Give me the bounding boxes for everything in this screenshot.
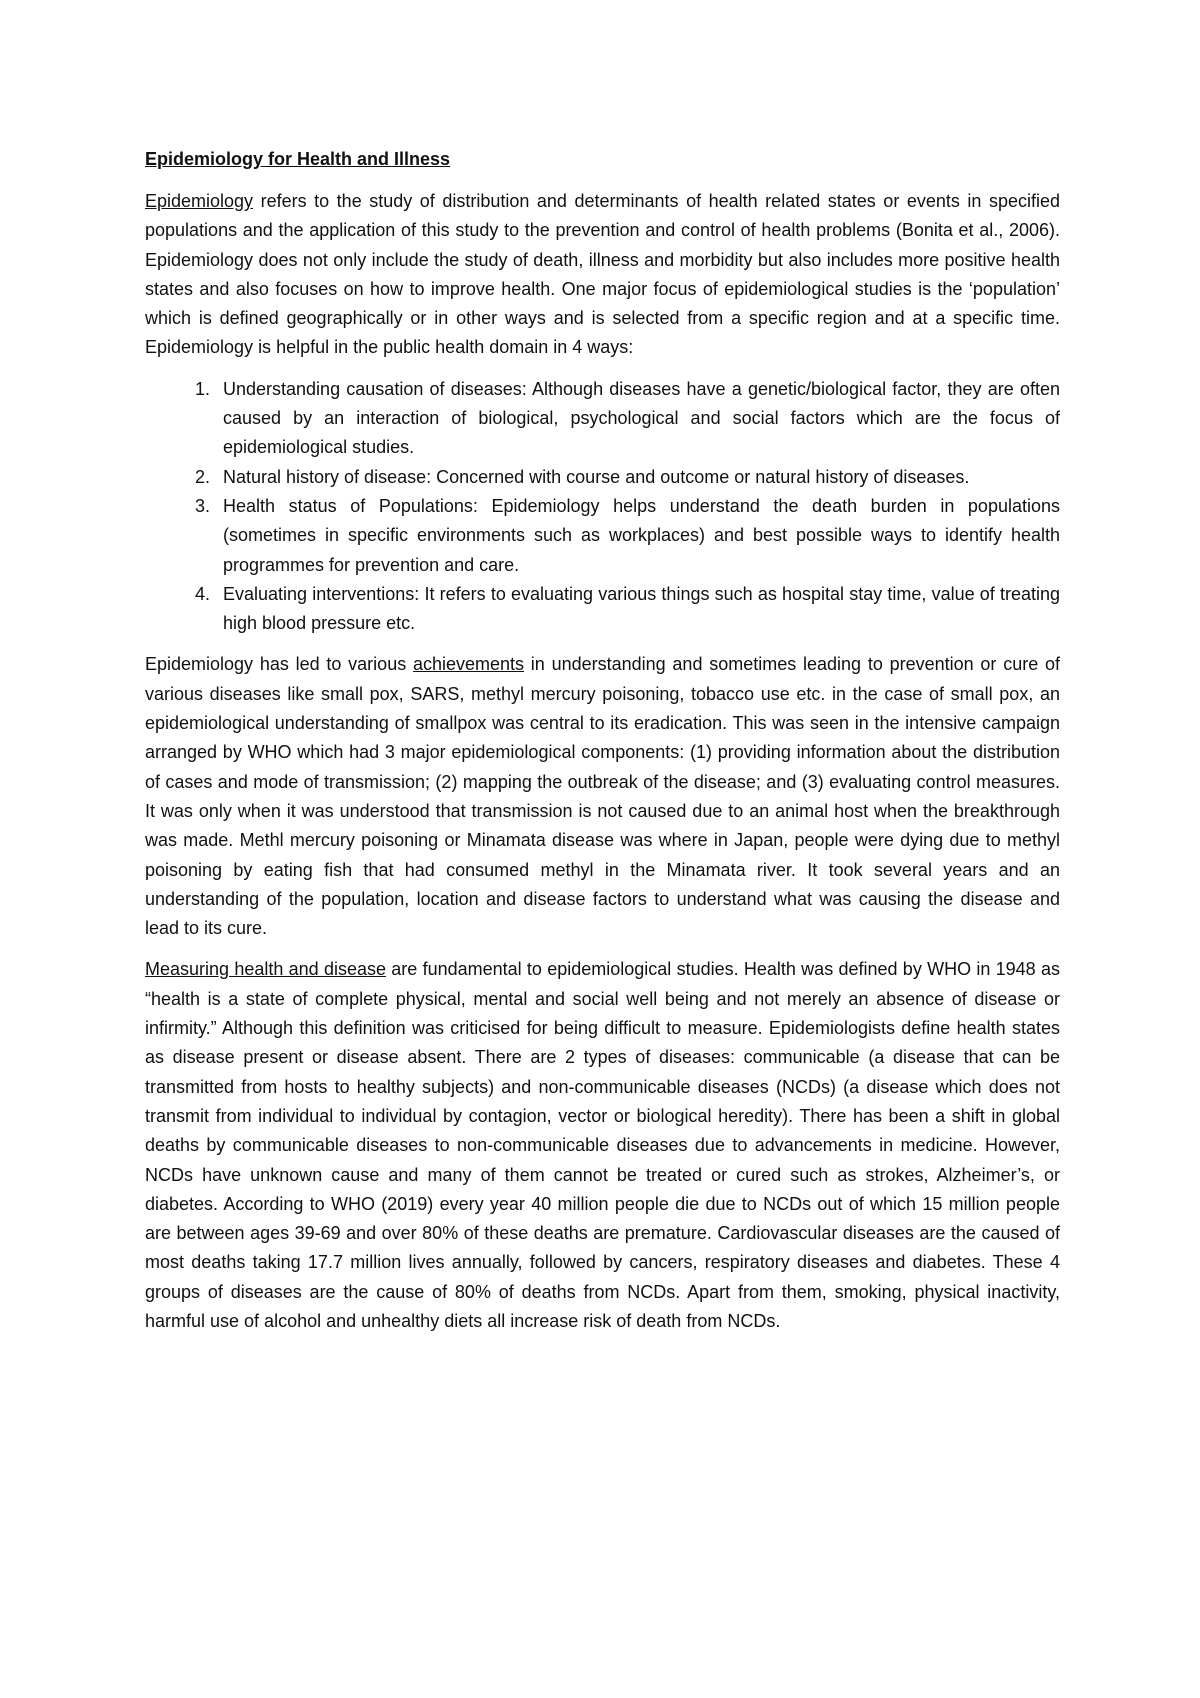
list-item: 2. Natural history of disease: Concerned with course and outcome or natural history of diseases. — [215, 463, 1060, 492]
achievements-paragraph — [145, 650, 1060, 943]
list-item: 4. Evaluating interventions: It refers to evaluating various things such as hospital stay time, value of treating high blood pressure etc. — [215, 580, 1060, 639]
document-title: Epidemiology for Health and Illness — [145, 149, 451, 169]
intro-term: Epidemiology — [145, 191, 254, 211]
achievements-term: achievements — [412, 654, 525, 675]
measuring-term: Measuring health and disease — [145, 959, 386, 980]
achievements-lead: Epidemiology has led to various — [145, 654, 413, 675]
list-item: 3. Health status of Populations: Epidemiology helps understand the death burden in populations (sometimes in specific environments such as workplaces) and best possible ways to identify health programmes for prevention and care. — [215, 492, 1060, 580]
list-item: 1. Understanding causation of diseases: Although diseases have a genetic/biological factor, they are often caused by an interaction of biological, psychological and social factors which are the focus of epidemiological studies. — [215, 375, 1060, 463]
measuring-text: are fundamental to epidemiological studies. Health was defined by WHO in 1948 as “health is a state of complete physical, mental and social well being and not merely an absence of disease or infirmity.” Although this definition was criticised for being difficult to measure. Epidemiologists define health states as disease present or disease absent. There are 2 types of diseases: communicable (a disease that can be transmitted from hosts to healthy subjects) and non-communicable diseases (NCDs) (a disease which does not transmit from individual to individual by contagion, vector or biological heredity). There has been a shift in global deaths by communicable diseases to non-communicable diseases due to advancements in medicine. However, NCDs have unknown cause and many of them cannot be treated or cured such as strokes, Alzheimer’s, or diabetes. According to WHO (2019) every year 40 million people die due to NCDs out of which 15 million people are between ages 39-69 and over 80% of these deaths are premature. Cardiovascular diseases are the caused of most deaths taking 17.7 million lives annually, followed by cancers, respiratory diseases and diabetes. These 4 groups of diseases are the cause of 80% of deaths from NCDs. Apart from them, smoking, physical inactivity, harmful use of alcohol and unhealthy diets all increase risk of death from NCDs. — [145, 959, 1060, 1331]
intro-paragraph — [145, 187, 1060, 363]
document-page — [145, 145, 1060, 1348]
intro-text: refers to the study of distribution and determinants of health related states or events in specified populations and the application of this study to the prevention and control of health problems (Bonita et al., 2006). Epidemiology does not only include the study of death, illness and morbidity but also includes more positive health states and also focuses on how to improve health. One major focus of epidemiological studies is the ‘population’ which is defined geographically or in other ways and is selected from a specific region and at a specific time. Epidemiology is helpful in the public health domain in 4 ways: — [145, 191, 1060, 358]
uses-list — [145, 375, 1060, 639]
achievements-text: in understanding and sometimes leading to prevention or cure of various diseases like small pox, SARS, methyl mercury poisoning, tobacco use etc. in the case of small pox, an epidemiological understanding of smallpox was central to its eradication. This was seen in the intensive campaign arranged by WHO which had 3 major epidemiological components: (1) providing information about the distribution of cases and mode of transmission; (2) mapping the outbreak of the disease; and (3) evaluating control measures. It was only when it was understood that transmission is not caused due to an animal host when the breakthrough was made. Methl mercury poisoning or Minamata disease was where in Japan, people were dying due to methyl poisoning by eating fish that had consumed methyl in the Minamata river. It took several years and an understanding of the population, location and disease factors to understand what was causing the disease and lead to its cure. — [145, 654, 1060, 939]
measuring-paragraph — [145, 955, 1060, 1336]
